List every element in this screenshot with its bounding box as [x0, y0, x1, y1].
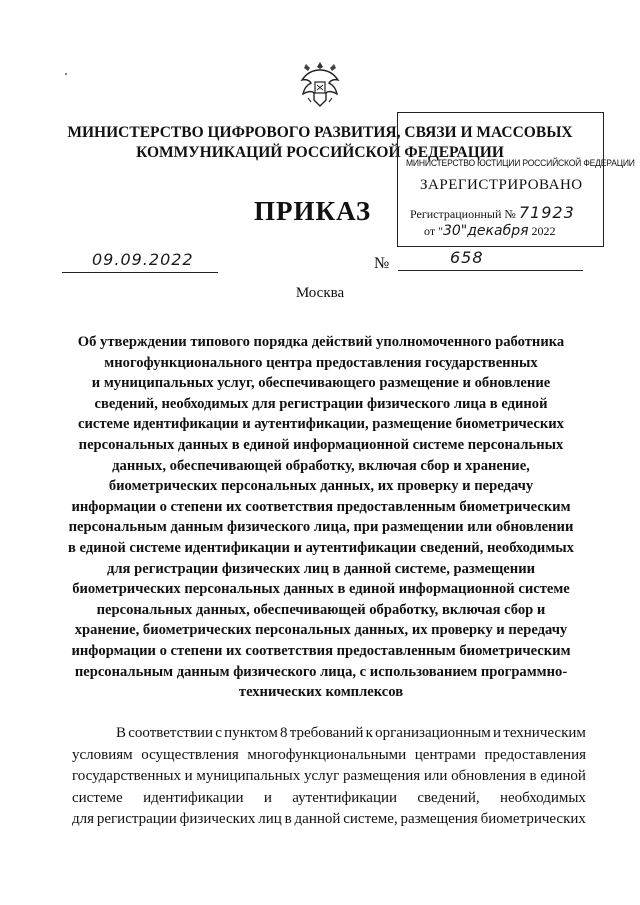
title-line: и муниципальных услуг, обеспечивающего размещение и обновление: [91, 375, 551, 392]
title-line: Об утверждении типового порядка действий уполномоченного работника: [77, 334, 565, 350]
title-line: персональных данных в единой информационной системе персональных: [78, 436, 564, 453]
stamp-reg-label: Регистрационный №: [410, 207, 516, 221]
title-line: в единой системе идентификации и аутентификации сведений, необходимых: [68, 539, 574, 556]
registration-stamp: [397, 112, 635, 247]
title-line: сведений, необходимых для регистрации физического лица в единой: [94, 395, 548, 412]
title-line: персональным данным физического лица, с использованием программно-: [74, 663, 568, 680]
title-line: данных, обеспечивающей обработку, включая сбор и хранение,: [112, 457, 530, 474]
body-line: В соответствии с пунктом 8 требований к организационным и техническим: [116, 725, 586, 741]
order-date: 09.09.2022: [92, 250, 194, 269]
stamp-reg-number: 71923: [518, 203, 575, 222]
city: Москва: [295, 285, 345, 301]
body-paragraph: [72, 723, 586, 831]
order-number-line: [398, 248, 583, 271]
document-type: ПРИКАЗ: [254, 196, 372, 226]
stamp-registered: ЗАРЕГИСТРИРОВАНО: [420, 177, 583, 193]
title-line: биометрических персональных данных, их проверку и передачу: [108, 478, 534, 495]
order-date-line: [62, 250, 218, 273]
ministry-line-2: КОММУНИКАЦИЙ РОССИЙСКОЙ ФЕДЕРАЦИИ: [136, 144, 504, 161]
body-line: системе идентификации и аутентификации сведений, необходимых: [72, 789, 586, 806]
title-line: персональным данным физического лица, при размещении или обновлении: [68, 519, 574, 536]
order-number-label: №: [374, 255, 390, 272]
order-title: [62, 332, 580, 703]
body-line: государственных и муниципальных услуг размещения или обновления в единой: [72, 768, 586, 784]
scan-speck: [65, 73, 67, 75]
stamp-date-value: 30"декабря: [442, 223, 529, 239]
body-line: для регистрации физических лиц в данной системе, размещения биометрических: [72, 811, 586, 827]
title-line: системе идентификации и аутентификации, размещение биометрических: [78, 416, 564, 433]
stamp-date-row: [424, 223, 556, 239]
title-line: биометрических персональных данных в единой информационной системе: [72, 581, 570, 598]
stamp-reg-number-row: [410, 203, 575, 222]
title-line: информации о степени их соответствия предоставленным биометрическим: [71, 642, 571, 659]
stamp-date-prefix: от ": [424, 224, 443, 238]
title-line: информации о степени их соответствия предоставленным биометрическим: [71, 498, 571, 515]
title-line: многофункционального центра предоставления государственных: [104, 354, 538, 371]
title-line: персональных данных, обеспечивающей обработку, включая сбор и: [96, 601, 546, 618]
body-line: условиям осуществления многофункциональными центрами предоставления: [72, 746, 586, 763]
stamp-ministry: МИНИСТЕРСТВО ЮСТИЦИИ РОССИЙСКОЙ ФЕДЕРАЦИИ: [406, 158, 635, 168]
title-line: хранение, биометрических персональных данных, их проверку и передачу: [74, 622, 568, 639]
title-line: для регистрации физических лиц в данной системе, размещении: [106, 560, 536, 577]
title-line: технических комплексов: [238, 684, 404, 701]
order-number: 658: [450, 248, 484, 267]
russian-coat-of-arms-icon: [298, 58, 342, 110]
stamp-year: 2022: [531, 224, 556, 238]
ministry-line-1: МИНИСТЕРСТВО ЦИФРОВОГО РАЗВИТИЯ, СВЯЗИ И МАССОВЫХ: [67, 124, 573, 141]
